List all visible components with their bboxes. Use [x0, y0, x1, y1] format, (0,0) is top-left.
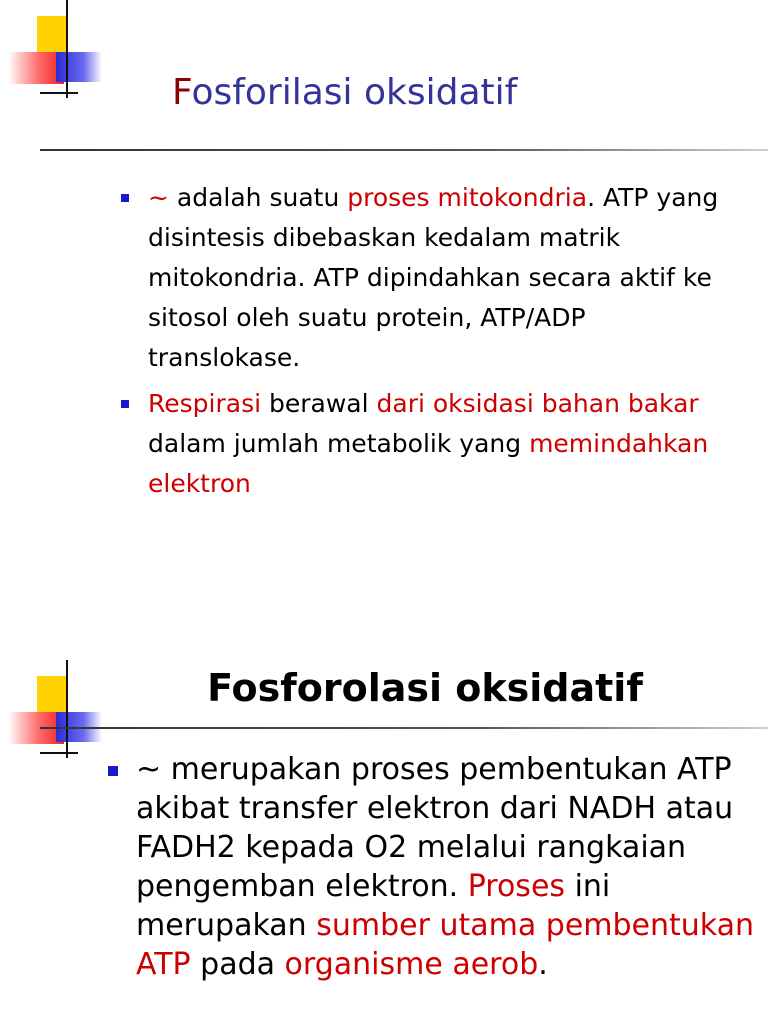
slide-title [172, 72, 517, 113]
segment: pada [190, 947, 285, 982]
segment: adalah suatu [168, 183, 348, 212]
title-divider [40, 149, 768, 151]
segment: memindahkan elektron [148, 429, 709, 498]
slide-corner-logo-icon [0, 0, 110, 100]
slide-2 [0, 512, 768, 1024]
segment: . [538, 947, 548, 982]
segment: proses mitokondria [347, 183, 588, 212]
segment: dari oksidasi bahan bakar [376, 389, 699, 418]
title-first-letter: F [172, 72, 192, 113]
title-divider [40, 727, 768, 729]
slide-title: Fosforolasi oksidatif [207, 666, 643, 710]
segment: organisme aerob [284, 947, 539, 982]
title-rest: osforilasi oksidatif [191, 72, 518, 113]
segment: berawal [261, 389, 377, 418]
segment: Proses [467, 869, 566, 904]
segment: dalam jumlah metabolik yang [148, 429, 530, 458]
bullet-item [148, 178, 728, 378]
segment: ~ merupakan proses pembentukan ATP akibat transfer elektron dari NADH atau FADH2 kepada O2 melalui rangkaian pengemban elektron. [136, 752, 734, 904]
segment: sumber utama pembentukan ATP [136, 908, 755, 982]
square-bullet-icon [121, 194, 129, 202]
square-bullet-icon [121, 400, 129, 408]
square-bullet-icon [108, 766, 118, 776]
segment: . ATP yang disintesis dibebaskan kedalam matrik mitokondria. ATP dipindahkan secara aktif ke sitosol oleh suatu protein, ATP/ADP translokase. [148, 183, 719, 372]
bullet-item [136, 750, 756, 984]
segment: ~ [148, 183, 169, 212]
bullet-list [136, 750, 756, 984]
segment: ini merupakan [136, 869, 611, 943]
segment: Respirasi [148, 389, 262, 418]
bullet-item [148, 384, 728, 504]
bullet-list [148, 178, 728, 510]
